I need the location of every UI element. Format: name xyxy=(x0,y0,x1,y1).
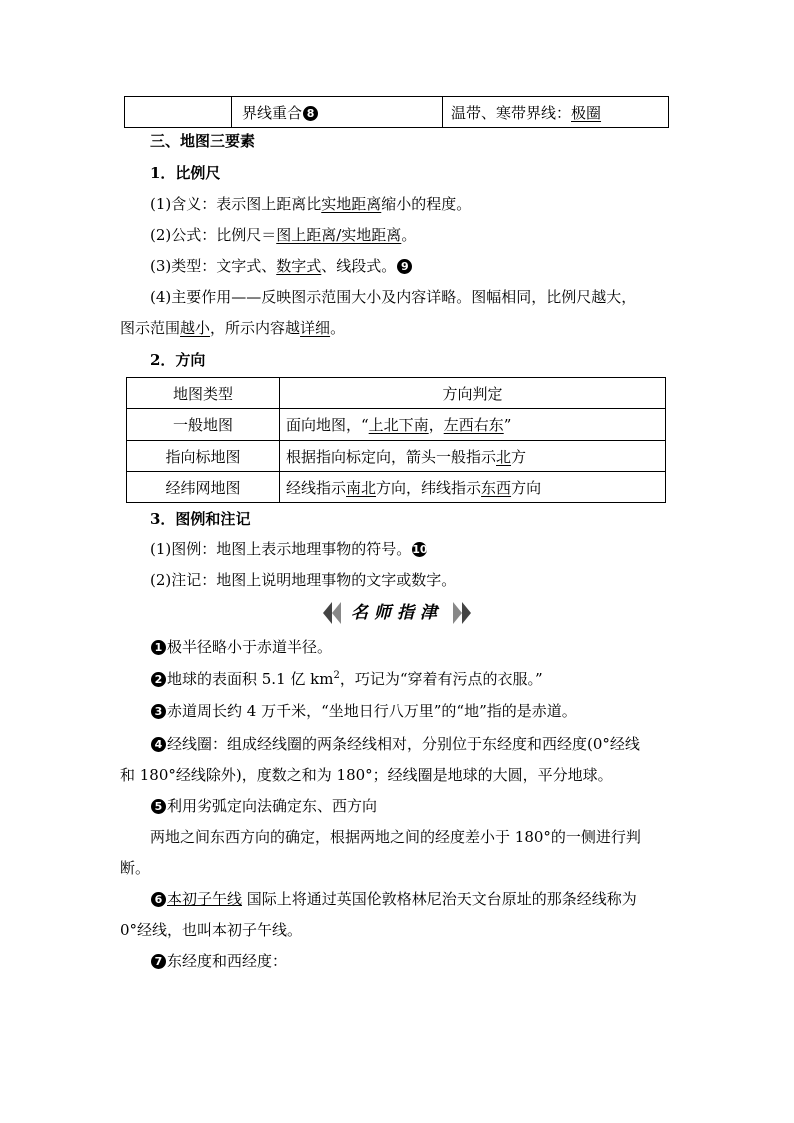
text: 经线指示 xyxy=(286,478,347,497)
text: (1)图例：地图上表示地理事物的符号。 xyxy=(150,540,412,558)
top-table-empty-cell xyxy=(125,97,232,128)
table-row xyxy=(127,409,666,441)
note-badge-2: 2 xyxy=(151,672,166,687)
text: 面向地图，“ xyxy=(286,416,369,434)
note-1 xyxy=(150,636,332,657)
note-2 xyxy=(150,668,543,689)
text: (1)含义：表示图上距离比 xyxy=(150,195,322,213)
text: 极半径略小于赤道半径。 xyxy=(167,638,333,656)
direction-table xyxy=(126,377,666,503)
legend-heading: 3．图例和注记 xyxy=(150,510,251,528)
note-badge-10: 10 xyxy=(412,543,428,556)
scale-line-1 xyxy=(150,193,471,214)
text: 方 xyxy=(511,447,527,466)
table-header-direction: 方向判定 xyxy=(280,378,666,409)
note-3 xyxy=(150,700,577,721)
text: (2)公式：比例尺＝ xyxy=(150,226,277,244)
note-4b: 和 180°经线除外)，度数之和为 180°；经线圈是地球的大圆，平分地球。 xyxy=(120,766,613,784)
note-5-title xyxy=(150,795,377,816)
scale-line-3 xyxy=(150,255,413,276)
text: 缩小的程度。 xyxy=(381,195,472,213)
section-heading: 三、地图三要素 xyxy=(150,132,256,150)
text: 图示范围 xyxy=(120,319,181,337)
boundary-text: 界线重合 xyxy=(242,103,303,122)
row-direction xyxy=(280,472,666,503)
text: 、线段式。 xyxy=(321,257,397,275)
table-header-type: 地图类型 xyxy=(127,378,280,409)
answer: 左西右东 xyxy=(443,416,504,434)
scale-heading: 1．比例尺 xyxy=(150,164,221,182)
text: 东经度和西经度： xyxy=(167,952,288,970)
text: 国际上将通过英国伦敦格林尼治天文台原址的那条经线称为 xyxy=(246,890,637,908)
right-chevron-icon xyxy=(462,602,471,624)
left-chevron-icon xyxy=(332,602,341,624)
scale-line-4b xyxy=(120,317,345,338)
note-badge-1: 1 xyxy=(151,640,166,655)
text: 方向，纬线指示 xyxy=(376,478,482,497)
note-badge-9: 9 xyxy=(397,259,412,274)
answer: 东西 xyxy=(481,478,512,497)
top-table-col2 xyxy=(232,97,443,128)
text: 利用劣弧定向法确定东、西方向 xyxy=(167,797,378,815)
direction-heading: 2．方向 xyxy=(150,351,206,369)
note-badge-6: 6 xyxy=(151,892,166,907)
text: ，巧记为“穿着有污点的衣服。” xyxy=(339,670,543,688)
text: (3)类型：文字式、 xyxy=(150,257,277,275)
answer: 详细 xyxy=(300,319,331,337)
note-6a xyxy=(150,888,637,909)
note-4a xyxy=(150,733,640,754)
answer: 越小 xyxy=(180,319,211,337)
banner-title: 名师指津 xyxy=(351,603,443,623)
note-5a: 两地之间东西方向的确定，根据两地之间的经度差小于 180°的一侧进行判 xyxy=(150,828,641,846)
text: 根据指向标定向，箭头一般指示 xyxy=(286,447,497,466)
note-7-title xyxy=(150,950,287,971)
table-row xyxy=(127,441,666,472)
note-badge-5: 5 xyxy=(151,799,166,814)
answer-polar-circle: 极圈 xyxy=(571,103,602,122)
left-chevron-icon xyxy=(323,602,332,624)
note-badge-4: 4 xyxy=(151,737,166,752)
superscript: 2 xyxy=(333,670,340,681)
scale-line-4a: (4)主要作用——反映图示范围大小及内容详略。图幅相同，比例尺越大， xyxy=(150,288,637,306)
teacher-tips-banner xyxy=(323,600,471,626)
answer: 南北 xyxy=(346,478,377,497)
text: 方向 xyxy=(511,478,542,497)
answer: 北 xyxy=(496,447,512,466)
note-5b: 断。 xyxy=(120,859,151,877)
text: 。 xyxy=(401,226,417,244)
top-table xyxy=(124,96,669,128)
note-6b: 0°经线，也叫本初子午线。 xyxy=(120,921,303,939)
zone-boundary-text: 温带、寒带界线： xyxy=(451,103,572,122)
note-badge-3: 3 xyxy=(151,704,166,719)
text: 本初子午线 xyxy=(167,890,243,908)
text: ， xyxy=(428,416,444,434)
text: 地球的表面积 5.1 亿 km xyxy=(167,670,334,688)
text: 赤道周长约 4 万千米，“坐地日行八万里”的“地”指的是赤道。 xyxy=(167,702,577,720)
top-table-col3 xyxy=(443,97,669,128)
answer: 图上距离/实地距离 xyxy=(276,226,402,244)
text: 经线圈：组成经线圈的两条经线相对，分别位于东经度和西经度(0°经线 xyxy=(167,735,640,753)
note-badge-7: 7 xyxy=(151,954,166,969)
text: 。 xyxy=(330,319,346,337)
table-row xyxy=(127,472,666,503)
note-badge-8: 8 xyxy=(303,106,318,121)
row-type: 指向标地图 xyxy=(127,441,280,472)
row-type: 一般地图 xyxy=(127,409,280,441)
answer: 数字式 xyxy=(276,257,322,275)
row-direction xyxy=(280,409,666,441)
right-chevron-icon xyxy=(453,602,462,624)
legend-line-1 xyxy=(150,538,428,559)
answer: 实地距离 xyxy=(321,195,382,213)
text: ” xyxy=(503,416,512,434)
text: ，所示内容越 xyxy=(210,319,301,337)
answer: 上北下南 xyxy=(368,416,429,434)
scale-line-2 xyxy=(150,224,416,245)
legend-line-2: (2)注记：地图上说明地理事物的文字或数字。 xyxy=(150,571,457,589)
row-direction xyxy=(280,441,666,472)
row-type: 经纬网地图 xyxy=(127,472,280,503)
